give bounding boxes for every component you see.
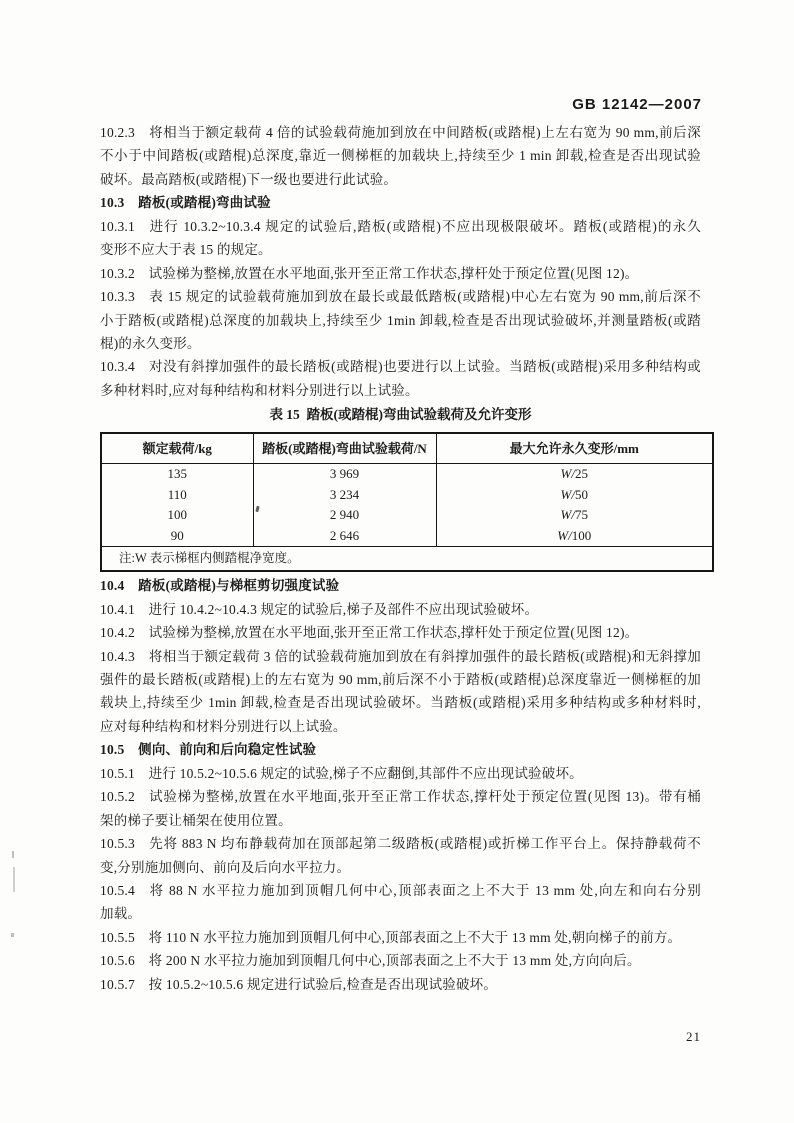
clause-10-3-1-line-2: 变形不应大于表 15 的规定。 xyxy=(100,242,272,258)
cell-bend-load: 3 234 xyxy=(253,485,436,506)
table-row xyxy=(101,505,713,526)
table-note-row xyxy=(101,547,713,572)
clause-10-5-3-line-1: 10.5.3 先将 883 N 均布静载荷加在顶部起第二级踏板(或踏棍)或折梯工作平台上。保持静载荷不 xyxy=(100,836,701,852)
clause-10-2-3-line-3: 破坏。最高踏板(或踏棍)下一级也要进行此试验。 xyxy=(100,171,398,187)
clause-10-5-6-line-1: 10.5.6 将 200 N 水平拉力施加到顶帽几何中心,顶部表面之上不大于 13 mm 处,方向向后。 xyxy=(100,953,641,969)
clause-10-3-3-line-3: 棍)的永久变形。 xyxy=(100,335,201,351)
cell-rated-load: 100 xyxy=(101,505,253,526)
table-note: 注:W 表示梯框内侧踏棍净宽度。 xyxy=(101,547,713,572)
table-15-title: 表 15 踏板(或踏棍)弯曲试验载荷及允许变形 xyxy=(269,407,532,423)
col-header-rated-load: 额定载荷/kg xyxy=(101,433,253,464)
cell-max-deform: W/100 xyxy=(557,527,592,543)
cell-bend-load: 2 940 xyxy=(253,505,436,526)
cell-rated-load: 90 xyxy=(101,526,253,547)
clause-10-3-1-line-1: 10.3.1 进行 10.3.2~10.3.4 规定的试验后,踏板(或踏棍)不应出现极限破坏。踏板(或踏棍)的永久 xyxy=(100,218,701,234)
cell-max-deform: W/25 xyxy=(560,466,588,482)
clause-10-5-5-line-1: 10.5.5 将 110 N 水平拉力施加到顶帽几何中心,顶部表面之上不大于 13 mm 处,朝向梯子的前方。 xyxy=(100,929,682,945)
cell-bend-load: 2 646 xyxy=(253,526,436,547)
cell-rated-load: 135 xyxy=(101,464,253,485)
clause-10-3-4-line-1: 10.3.4 对没有斜撑加强件的最长踏板(或踏棍)也要进行以上试验。当踏板(或踏棍)采用多种结构或 xyxy=(100,359,701,375)
clause-10-4-3-line-2: 强件的最长踏板(或踏棍)上的左右宽为 90 mm,前后深不小于踏板(或踏棍)总深度靠近一侧梯框的加 xyxy=(100,672,701,687)
cell-rated-load: 110 xyxy=(101,485,253,506)
cell-max-deform: W/50 xyxy=(560,486,588,502)
clause-10-5-3-line-2: 变,分别施加侧向、前向及后向水平拉力。 xyxy=(100,859,351,875)
clause-10-3-3-line-2: 小于踏板(或踏棍)总深度的加载块上,持续至少 1min 卸载,检查是否出现试验破坏,并测量踏板(或踏 xyxy=(100,312,701,328)
scan-artifact xyxy=(11,933,14,937)
page-number: 21 xyxy=(686,1029,701,1044)
clause-10-4-3-line-1: 10.4.3 将相当于额定载荷 3 倍的试验载荷施加到放在有斜撑加强件的最长踏板(或踏棍)和无斜撑加 xyxy=(100,648,701,664)
clause-10-4-3-line-4: 应对每种结构和材料分别进行以上试验。 xyxy=(100,718,347,734)
scan-artifact xyxy=(12,851,14,858)
clause-10-4-1-line-1: 10.4.1 进行 10.4.2~10.4.3 规定的试验后,梯子及部件不应出现试验破坏。 xyxy=(100,601,539,617)
page-content xyxy=(100,121,701,996)
clause-10-5-2-line-2: 架的梯子要让桶架在使用位置。 xyxy=(100,812,292,828)
scan-artifact xyxy=(13,867,15,892)
clause-10-4-2-line-1: 10.4.2 试验梯为整梯,放置在水平地面,张开至正常工作状态,撑杆处于预定位置(见图 12)。 xyxy=(100,625,639,641)
clause-10-2-3-line-2: 不小于中间踏板(或踏棍)总深度,靠近一侧梯框的加载块上,持续至少 1 min 卸载,检查是否出现试验 xyxy=(100,148,701,164)
standard-number: GB 12142—2007 xyxy=(572,96,702,113)
table-row xyxy=(101,485,713,506)
col-header-max-deform: 最大允许永久变形/mm xyxy=(436,433,713,464)
clause-10-5-2-line-1: 10.5.2 试验梯为整梯,放置在水平地面,张开至正常工作状态,撑杆处于预定位置(见图 13)。带有桶 xyxy=(100,789,701,805)
clause-10-3-3-line-1: 10.3.3 表 15 规定的试验载荷施加到放在最长或最低踏板(或踏棍)中心左右宽为 90 mm,前后深不 xyxy=(100,289,701,305)
cell-max-deform: W/75 xyxy=(560,507,588,523)
clause-10-3-2-line-1: 10.3.2 试验梯为整梯,放置在水平地面,张开至正常工作状态,撑杆处于预定位置(见图 12)。 xyxy=(100,265,639,281)
section-heading-10-3: 10.3 踏板(或踏棍)弯曲试验 xyxy=(100,195,271,211)
col-header-bend-load: 踏板(或踏棍)弯曲试验载荷/N xyxy=(253,433,436,464)
table-row xyxy=(101,526,713,547)
cell-bend-load: 3 969 xyxy=(253,464,436,485)
section-heading-10-5: 10.5 侧向、前向和后向稳定性试验 xyxy=(100,742,317,758)
clause-10-5-4-line-1: 10.5.4 将 88 N 水平拉力施加到顶帽几何中心,顶部表面之上不大于 13 mm 处,向左和向右分别 xyxy=(100,882,701,898)
clause-10-2-3-line-1: 10.2.3 将相当于额定载荷 4 倍的试验载荷施加到放在中间踏板(或踏棍)上左右宽为 90 mm,前后深 xyxy=(100,125,701,140)
section-heading-10-4: 10.4 踏板(或踏棍)与梯框剪切强度试验 xyxy=(100,578,340,594)
clause-10-5-7-line-1: 10.5.7 按 10.5.2~10.5.6 规定进行试验后,检查是否出现试验破坏。 xyxy=(100,976,498,992)
table-header-row xyxy=(101,433,713,464)
clause-10-5-1-line-1: 10.5.1 进行 10.5.2~10.5.6 规定的试验,梯子不应翻倒,其部件不应出现试验破坏。 xyxy=(100,765,583,781)
table-15 xyxy=(100,432,714,572)
clause-10-5-4-line-2: 加载。 xyxy=(100,906,142,922)
table-row xyxy=(101,464,713,485)
clause-10-4-3-line-3: 载块上,持续至少 1min 卸载,检查是否出现试验破坏。当踏板(或踏棍)采用多种结构或多种材料时, xyxy=(100,695,701,711)
clause-10-3-4-line-2: 多种材料时,应对每种结构和材料分别进行以上试验。 xyxy=(100,382,419,398)
